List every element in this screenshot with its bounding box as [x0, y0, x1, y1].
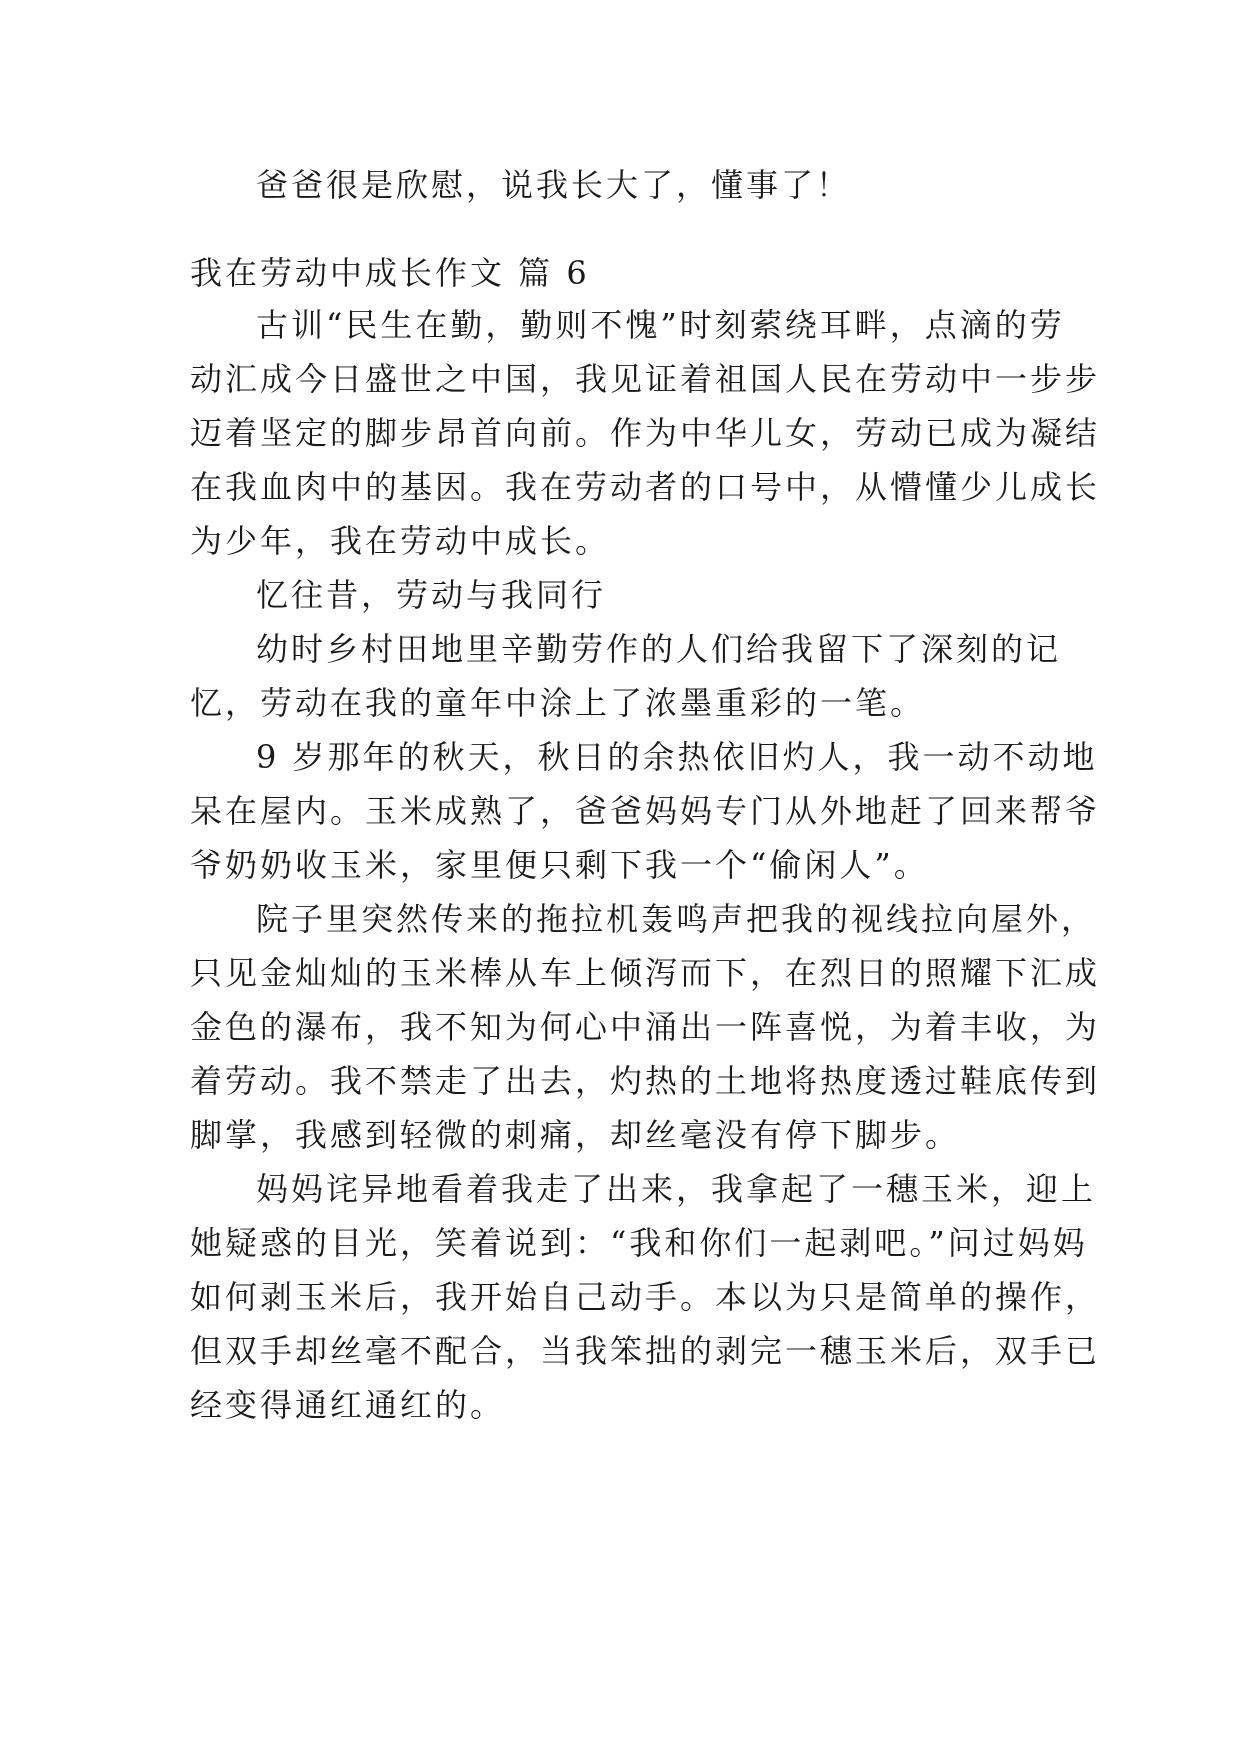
paragraph-line: 金色的瀑布，我不知为何心中涌出一阵喜悦，为着丰收，为 [190, 1008, 1101, 1046]
paragraph-line: 经变得通红通红的。 [190, 1386, 506, 1424]
paragraph-line: 呆在屋内。玉米成熟了，爸爸妈妈专门从外地赶了回来帮爷 [190, 792, 1101, 830]
paragraph-line: 忆，劳动在我的童年中涂上了浓墨重彩的一笔。 [190, 684, 926, 722]
paragraph-line: 如何剥玉米后，我开始自己动手。本以为只是简单的操作， [190, 1278, 1101, 1316]
paragraph-line: 动汇成今日盛世之中国，我见证着祖国人民在劳动中一步步 [190, 360, 1101, 398]
paragraph-line: 在我血肉中的基因。我在劳动者的口号中，从懵懂少儿成长 [190, 468, 1101, 506]
paragraph-line: 9 岁那年的秋天，秋日的余热依旧灼人，我一动不动地 [256, 738, 1098, 776]
paragraph-line: 为少年，我在劳动中成长。 [190, 522, 611, 560]
subheading-line: 忆往昔，劳动与我同行 [256, 576, 607, 614]
intro-line: 爸爸很是欣慰，说我长大了，懂事了！ [256, 166, 852, 204]
paragraph-line: 妈妈诧异地看着我走了出来，我拿起了一穗玉米，迎上 [256, 1170, 1097, 1208]
paragraph-line: 她疑惑的目光，笑着说到：“我和你们一起剥吧。”问过妈妈 [190, 1224, 1088, 1262]
paragraph-line: 脚掌，我感到轻微的刺痛，却丝毫没有停下脚步。 [190, 1116, 961, 1154]
paragraph-line: 只见金灿灿的玉米棒从车上倾泻而下，在烈日的照耀下汇成 [190, 954, 1101, 992]
paragraph-line: 幼时乡村田地里辛勤劳作的人们给我留下了深刻的记 [256, 630, 1062, 668]
paragraph-line: 迈着坚定的脚步昂首向前。作为中华儿女，劳动已成为凝结 [190, 414, 1101, 452]
section-heading: 我在劳动中成长作文 篇 6 [190, 254, 590, 292]
paragraph-line: 古训“民生在勤，勤则不愧”时刻萦绕耳畔，点滴的劳 [256, 306, 1065, 344]
paragraph-line: 院子里突然传来的拖拉机轰鸣声把我的视线拉向屋外， [256, 900, 1097, 938]
paragraph-line: 爷奶奶收玉米，家里便只剩下我一个“偷闲人”。 [190, 846, 929, 884]
paragraph-line: 但双手却丝毫不配合，当我笨拙的剥完一穗玉米后，双手已 [190, 1332, 1101, 1370]
paragraph-line: 着劳动。我不禁走了出去，灼热的土地将热度透过鞋底传到 [190, 1062, 1101, 1100]
